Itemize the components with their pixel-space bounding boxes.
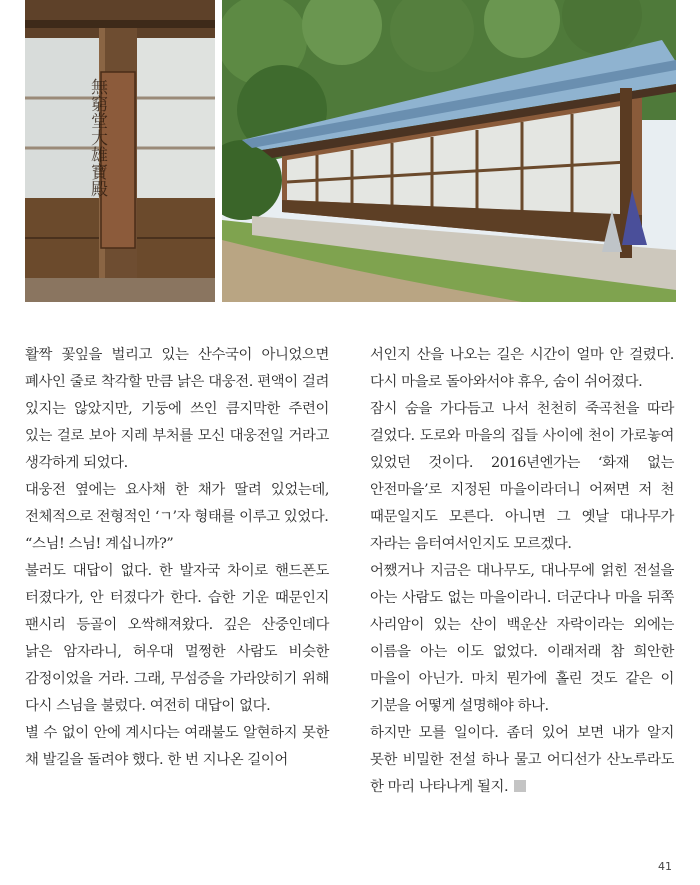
paragraph: 불러도 대답이 없다. 한 발자국 차이로 핸드폰도 터졌다가, 안 터졌다가 한다. 습한 기운 때문인지 팬시리 등골이 오싹해져왔다. 깊은 산중인데다 낡은 암자라니, 허우대 멀쩡한 사람도 비슷한 감정이었을 거라. 그래, 무섬증을 가라앉히기 위해 다시 스님을 불렀다. 여전히 대답이 없다. — [25, 563, 329, 714]
final-paragraph-text: 하지만 모를 일이다. 좀더 있어 보면 내가 알지 못한 비밀한 전설 하나 물고 어디선가 산노루라도 한 마리 나타나게 될지. — [370, 725, 674, 795]
temple-photo-illustration — [222, 0, 676, 302]
paragraph: 잠시 숨을 가다듬고 나서 천천히 죽곡천을 따라 걸었다. 도로와 마을의 집들 사이에 천이 가로놓여 있었던 것이다. 2016년엔가는 ‘화재 없는 안전마을’로 지정된 마을이라더니 어쩌면 저 천 때문일지도 모른다. 아니면 그 옛날 대나무가 자라는 음터여서인지도 모르겠다. — [370, 401, 674, 552]
photo-pillar-signboard — [25, 0, 215, 302]
article-column-left — [25, 342, 329, 774]
paragraph: 활짝 꽃잎을 벌리고 있는 산수국이 아니었으면 폐사인 줄로 착각할 만큼 낡은 대웅전. 편액이 걸려 있지는 않았지만, 기둥에 쓰인 큼지막한 주련이 있는 걸로 보아 지레 부처를 모신 대웅전일 거라고 생각하게 되었다. — [25, 347, 329, 471]
page-number: 41 — [658, 860, 672, 873]
final-paragraph — [370, 720, 674, 801]
photo-temple-hall — [222, 0, 676, 302]
paragraph: 대웅전 옆에는 요사채 한 채가 딸려 있었는데, 전체적으로 전형적인 ‘ㄱ’자 형태를 이루고 있었다. — [25, 482, 329, 525]
article-column-right — [370, 342, 674, 801]
paragraph: 별 수 없이 안에 계시다는 여래불도 알현하지 못한 채 발길을 돌려야 했다. 한 번 지나온 길이어 — [25, 725, 329, 768]
dialogue-line: “스님! 스님! 계십니까?” — [25, 536, 174, 552]
signboard-text: 無窮堂大雄寶殿 — [87, 78, 107, 197]
pillar-photo-illustration — [25, 0, 215, 302]
paragraph: 어쨌거나 지금은 대나무도, 대나무에 얽힌 전설을 아는 사람도 없는 마을이라니. 더군다나 마을 뒤쪽 사리암이 있는 산이 백운산 자락이라는 외에는 이름을 아는 이도 없었다. 이래저래 참 희안한 마을이 아닌가. 마치 뭔가에 홀린 것도 같은 이 기분을 어떻게 설명해야 하나. — [370, 563, 674, 714]
paragraph: 서인지 산을 나오는 길은 시간이 얼마 안 걸렸다. 다시 마을로 돌아와서야 휴우, 숨이 쉬어졌다. — [370, 347, 674, 390]
square-end-mark-icon — [514, 780, 526, 792]
